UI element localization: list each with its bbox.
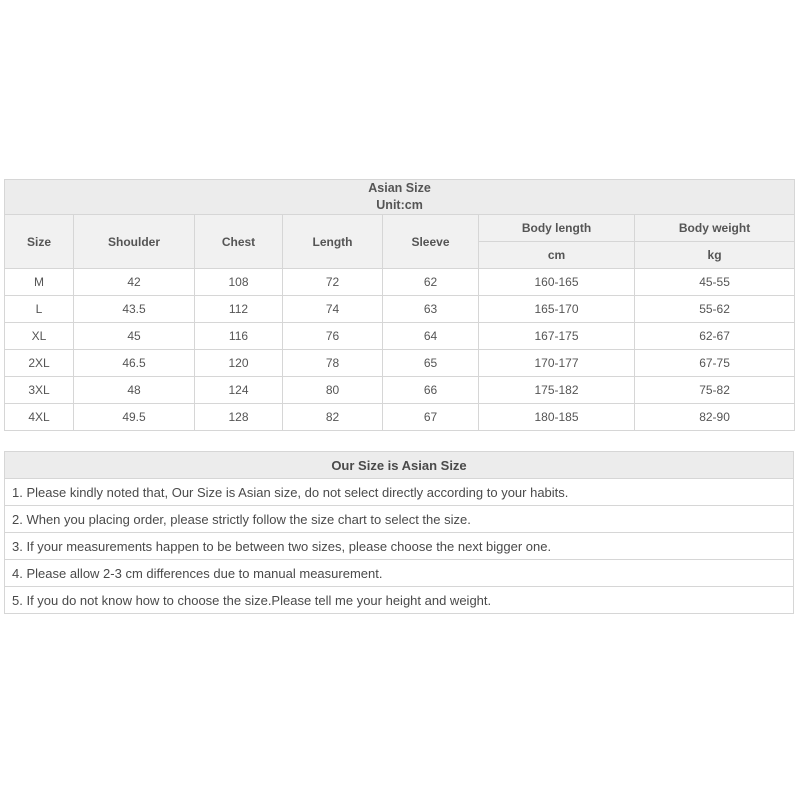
cell-length: 76	[283, 323, 383, 350]
cell-body-length: 175-182	[479, 377, 635, 404]
cell-chest: 116	[195, 323, 283, 350]
cell-size: 3XL	[5, 377, 74, 404]
cell-sleeve: 65	[383, 350, 479, 377]
size-chart-table	[4, 179, 795, 431]
cell-size: XL	[5, 323, 74, 350]
cell-size: L	[5, 296, 74, 323]
cell-sleeve: 64	[383, 323, 479, 350]
list-item	[5, 506, 794, 533]
cell-shoulder: 48	[74, 377, 195, 404]
header-body-length: Body length	[479, 215, 635, 242]
cell-body-weight: 75-82	[635, 377, 795, 404]
list-item	[5, 587, 794, 614]
note-text: 3. If your measurements happen to be between two sizes, please choose the next bigger one.	[5, 533, 794, 560]
cell-body-weight: 55-62	[635, 296, 795, 323]
cell-shoulder: 43.5	[74, 296, 195, 323]
notes-title: Our Size is Asian Size	[5, 452, 794, 479]
size-notes-table	[4, 451, 794, 614]
cell-size: 2XL	[5, 350, 74, 377]
size-chart-unit: Unit:cm	[376, 198, 423, 212]
list-item	[5, 479, 794, 506]
header-length: Length	[283, 215, 383, 269]
cell-length: 82	[283, 404, 383, 431]
header-body-length-unit: cm	[479, 242, 635, 269]
cell-shoulder: 49.5	[74, 404, 195, 431]
cell-chest: 124	[195, 377, 283, 404]
cell-body-weight: 45-55	[635, 269, 795, 296]
cell-length: 80	[283, 377, 383, 404]
cell-shoulder: 42	[74, 269, 195, 296]
note-text: 1. Please kindly noted that, Our Size is Asian size, do not select directly according to your habits.	[5, 479, 794, 506]
header-body-weight: Body weight	[635, 215, 795, 242]
table-row	[5, 296, 795, 323]
list-item	[5, 560, 794, 587]
cell-sleeve: 67	[383, 404, 479, 431]
cell-body-weight: 62-67	[635, 323, 795, 350]
table-row	[5, 377, 795, 404]
cell-body-weight: 82-90	[635, 404, 795, 431]
cell-chest: 128	[195, 404, 283, 431]
cell-body-length: 170-177	[479, 350, 635, 377]
cell-sleeve: 63	[383, 296, 479, 323]
list-item	[5, 533, 794, 560]
cell-shoulder: 46.5	[74, 350, 195, 377]
table-row	[5, 404, 795, 431]
note-text: 4. Please allow 2-3 cm differences due to manual measurement.	[5, 560, 794, 587]
note-text: 2. When you placing order, please strictly follow the size chart to select the size.	[5, 506, 794, 533]
cell-length: 74	[283, 296, 383, 323]
header-body-weight-unit: kg	[635, 242, 795, 269]
cell-size: M	[5, 269, 74, 296]
table-row	[5, 350, 795, 377]
note-text: 5. If you do not know how to choose the size.Please tell me your height and weight.	[5, 587, 794, 614]
cell-shoulder: 45	[74, 323, 195, 350]
cell-size: 4XL	[5, 404, 74, 431]
table-row	[5, 269, 795, 296]
cell-body-length: 165-170	[479, 296, 635, 323]
notes-body	[5, 479, 794, 614]
header-size: Size	[5, 215, 74, 269]
cell-body-weight: 67-75	[635, 350, 795, 377]
cell-body-length: 160-165	[479, 269, 635, 296]
header-shoulder: Shoulder	[74, 215, 195, 269]
cell-body-length: 167-175	[479, 323, 635, 350]
cell-chest: 112	[195, 296, 283, 323]
size-chart-title-line1: Asian Size	[368, 181, 431, 195]
cell-chest: 108	[195, 269, 283, 296]
header-sleeve: Sleeve	[383, 215, 479, 269]
header-chest: Chest	[195, 215, 283, 269]
cell-body-length: 180-185	[479, 404, 635, 431]
cell-chest: 120	[195, 350, 283, 377]
cell-length: 78	[283, 350, 383, 377]
table-row	[5, 323, 795, 350]
size-chart-body	[5, 269, 795, 431]
cell-sleeve: 66	[383, 377, 479, 404]
size-chart-title	[5, 180, 795, 215]
cell-sleeve: 62	[383, 269, 479, 296]
cell-length: 72	[283, 269, 383, 296]
